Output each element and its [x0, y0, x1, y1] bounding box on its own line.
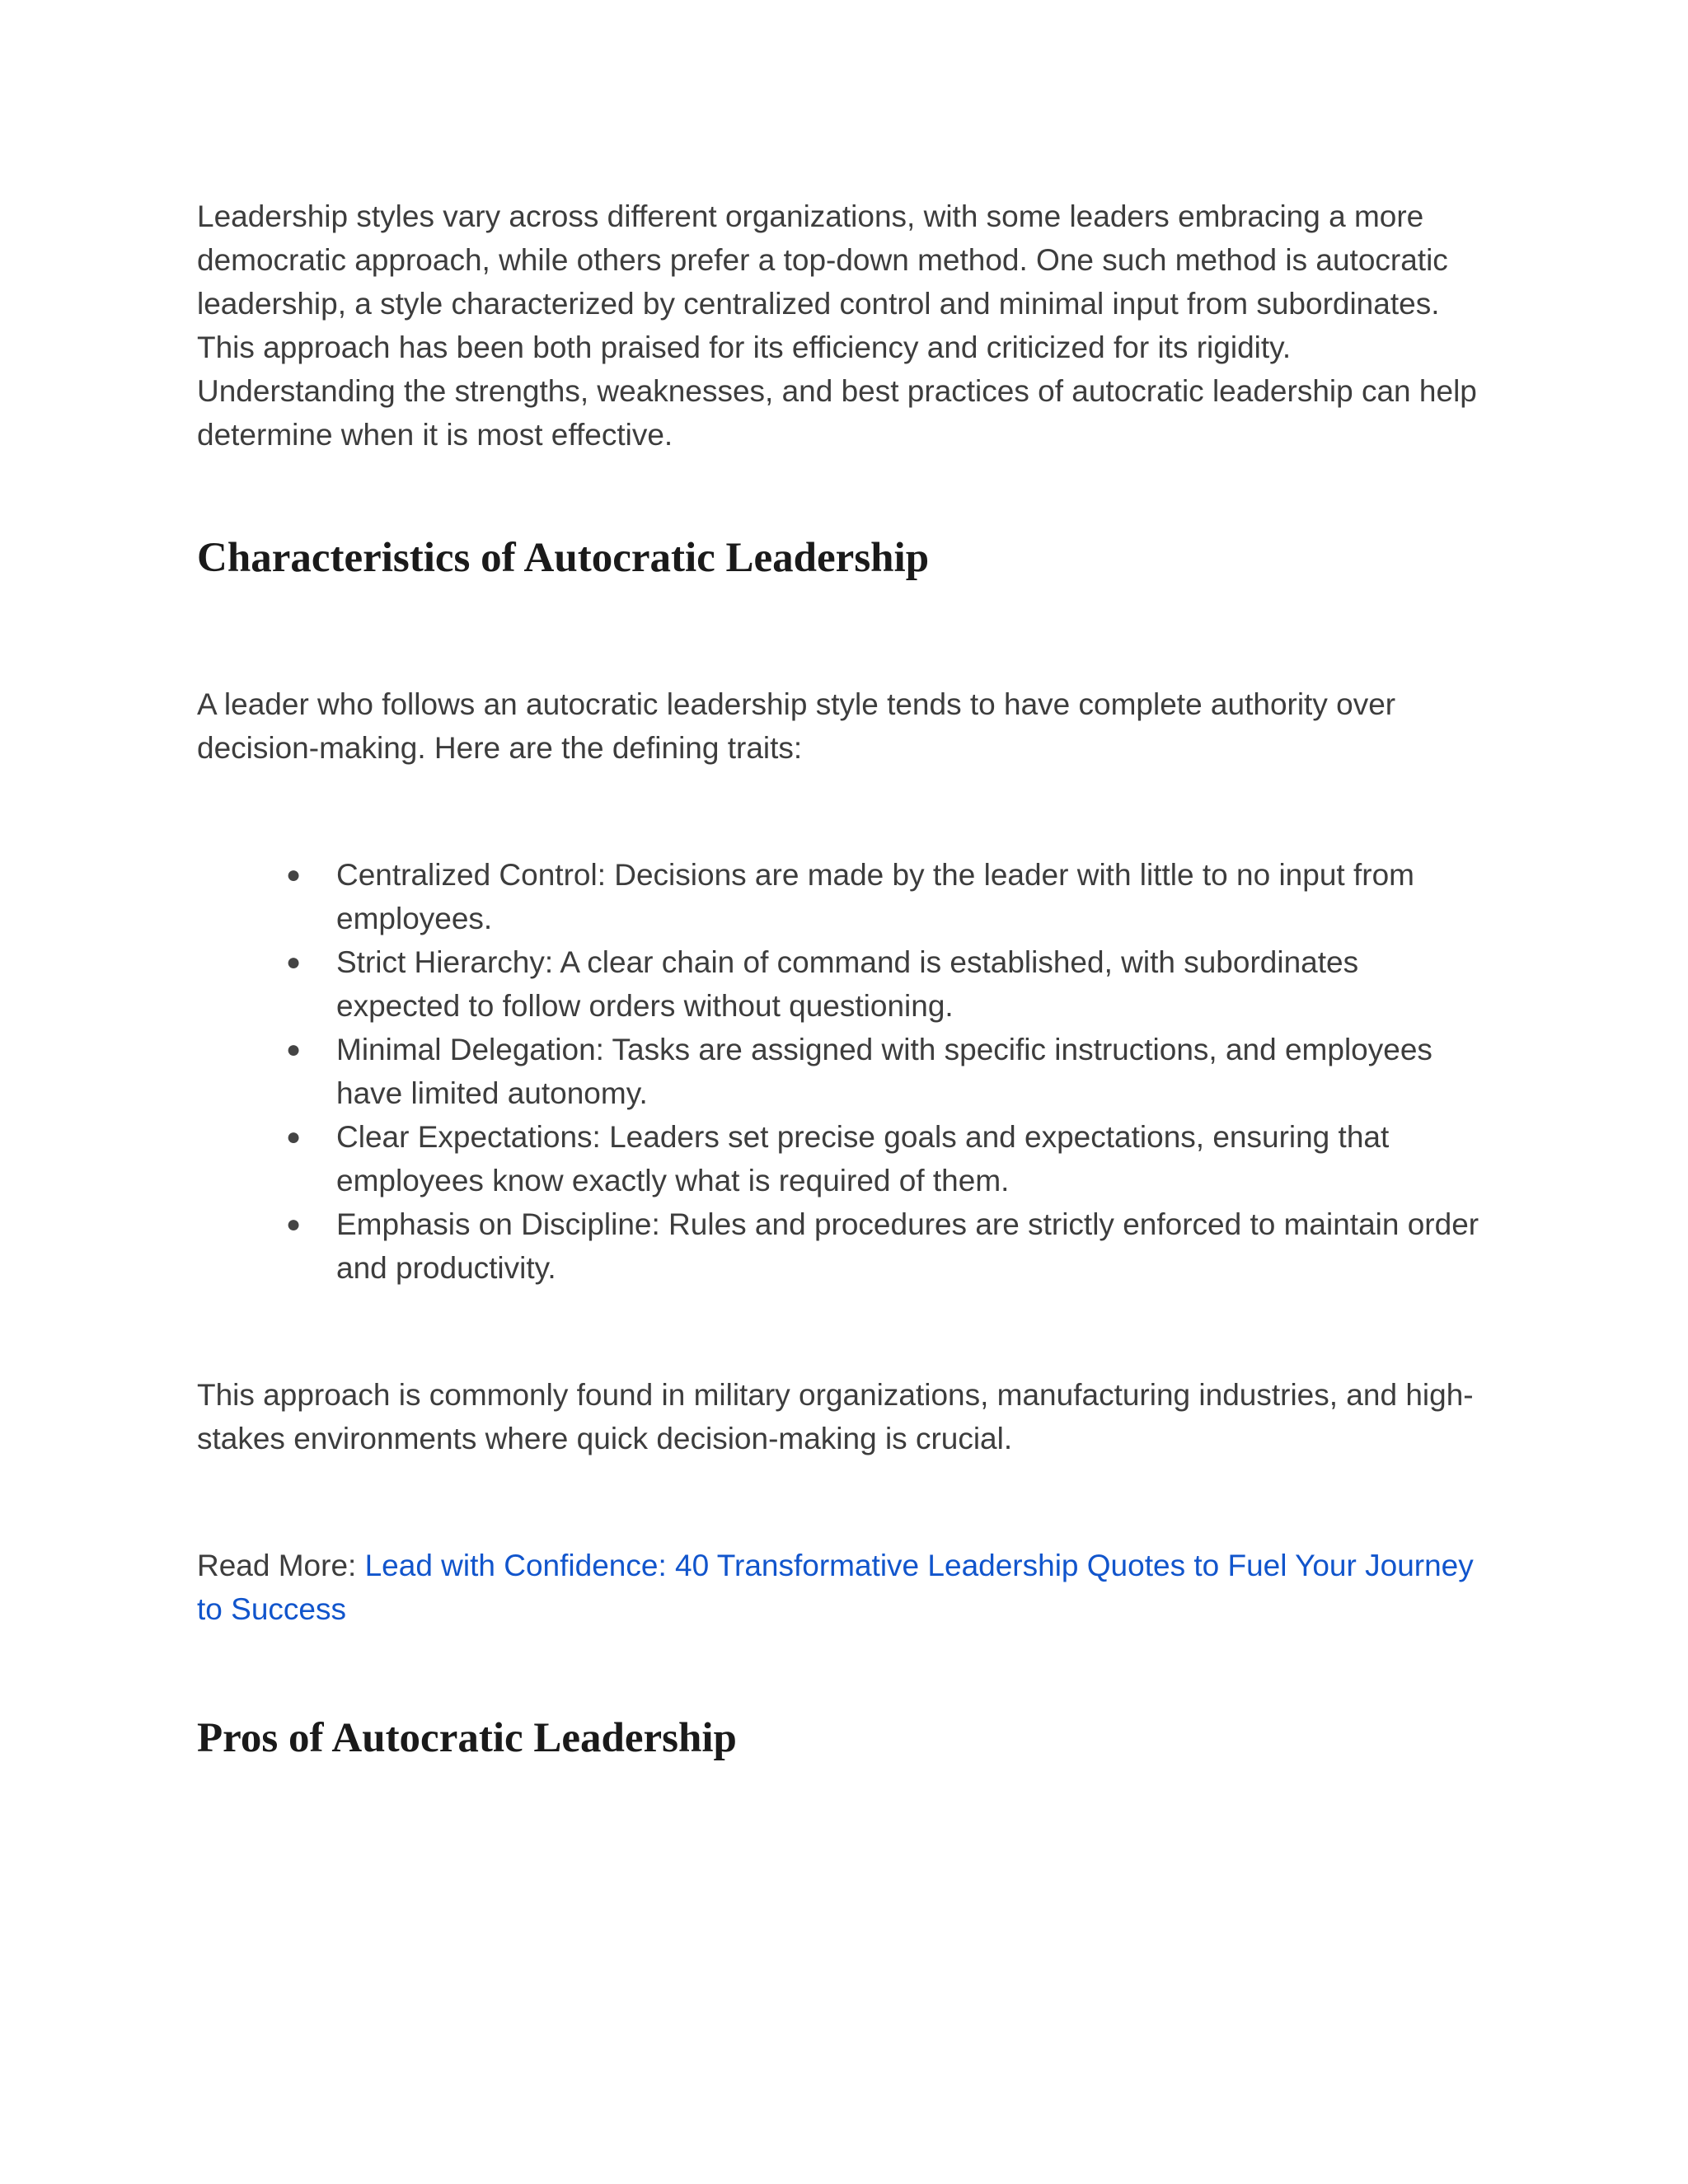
read-more-paragraph [197, 1544, 1483, 1631]
bullet-icon: ● [286, 1036, 302, 1063]
bullet-icon: ● [286, 861, 302, 888]
list-item [286, 1202, 1483, 1290]
characteristics-heading: Characteristics of Autocratic Leadership [197, 535, 930, 581]
document-page [197, 194, 1483, 1763]
pros-heading: Pros of Autocratic Leadership [197, 1715, 737, 1761]
read-more-label: Read More: [197, 1549, 365, 1582]
intro-paragraph: Leadership styles vary across different organizations, with some leaders embracing a more democratic approach, while others prefer a top-down method. One such method is autocratic leadership, a style characterized by centralized control and minimal input from subordinates. This approach has been both praised for its efficiency and criticized for its rigidity. Understanding the strengths, weaknesses, and best practices of autocratic leadership can help determine when it is most effective. [197, 199, 1477, 452]
read-more-link[interactable]: Lead with Confidence: 40 Transformative Leadership Quotes to Fuel Your Journey to Success [197, 1549, 1474, 1626]
list-item [286, 853, 1483, 940]
bullet-icon: ● [286, 949, 302, 976]
closing-paragraph: This approach is commonly found in military organizations, manufacturing industries, and high-stakes environments where quick decision-making is crucial. [197, 1378, 1474, 1455]
bullet-icon: ● [286, 1123, 302, 1151]
list-item [286, 940, 1483, 1028]
traits-list [197, 853, 1483, 1290]
trait-text: Centralized Control: Decisions are made by the leader with little to no input from employees. [336, 858, 1414, 935]
trait-text: Emphasis on Discipline: Rules and procedures are strictly enforced to maintain order and productivity. [336, 1207, 1479, 1285]
trait-text: Strict Hierarchy: A clear chain of command is established, with subordinates expected to follow orders without questioning. [336, 945, 1359, 1023]
characteristics-lead-paragraph: A leader who follows an autocratic leadership style tends to have complete authority over decision-making. Here are the defining traits: [197, 687, 1396, 765]
trait-text: Clear Expectations: Leaders set precise goals and expectations, ensuring that employees know exactly what is required of them. [336, 1120, 1390, 1197]
bullet-icon: ● [286, 1211, 302, 1238]
trait-text: Minimal Delegation: Tasks are assigned with specific instructions, and employees have limited autonomy. [336, 1033, 1432, 1110]
list-item [286, 1028, 1483, 1115]
list-item [286, 1115, 1483, 1202]
